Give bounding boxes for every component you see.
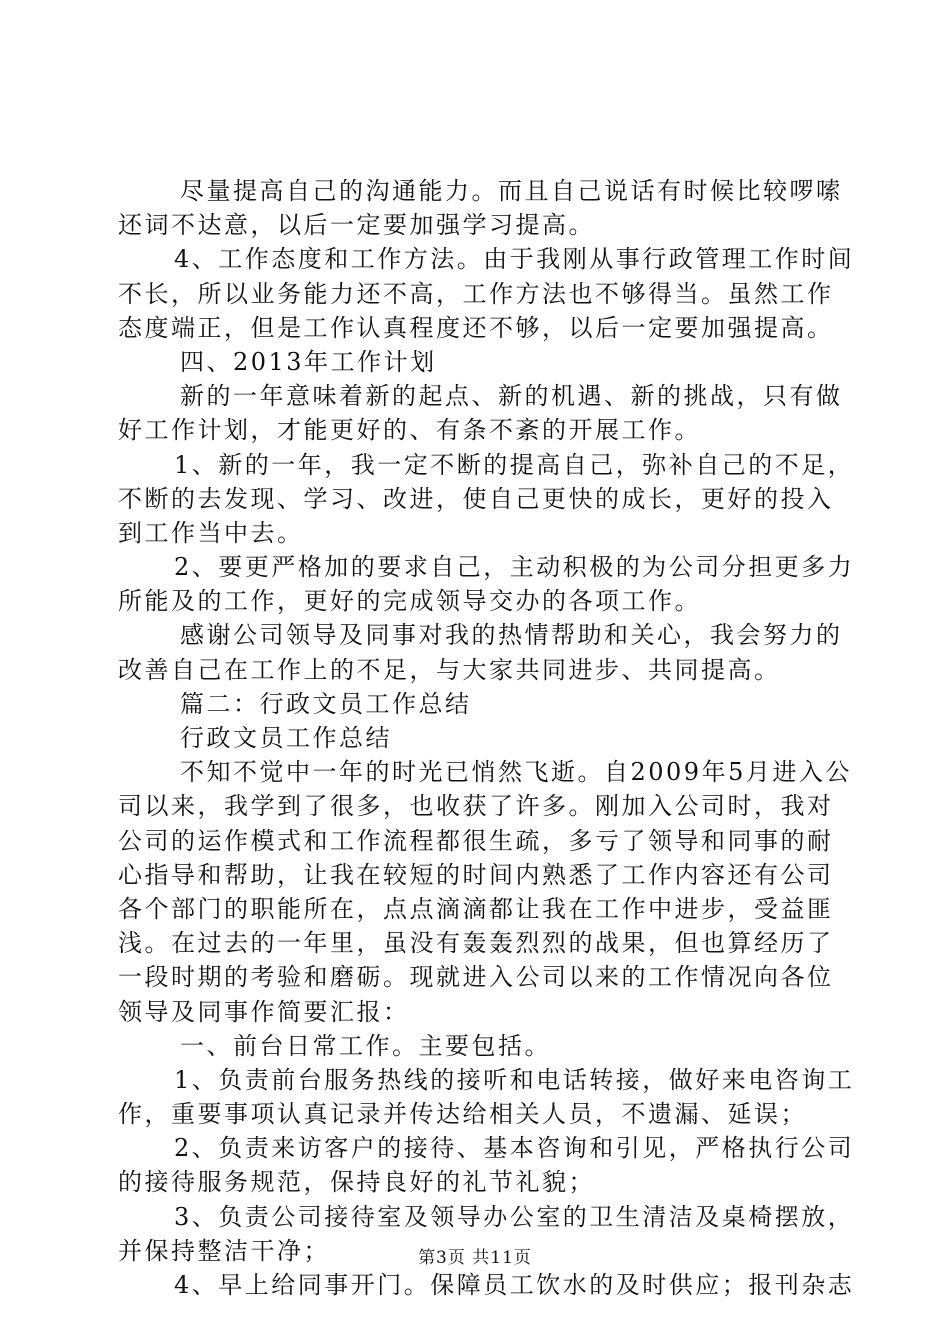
text-line: 态度端正，但是工作认真程度还不够，以后一定要加强提高。	[118, 313, 834, 342]
text-line: 感谢公司领导及同事对我的热情帮助和关心，我会努力的	[180, 621, 843, 650]
text-line: 浅。在过去的一年里，虽没有轰轰烈烈的战果，但也算经历了	[118, 929, 834, 958]
text-line: 还词不达意，以后一定要加强学习提高。	[118, 211, 595, 240]
text-line: 并保持整洁干净；	[118, 1236, 330, 1265]
page-footer: 第3页 共11页	[418, 1248, 532, 1268]
text-line: 不知不觉中一年的时光已悄然飞逝。自2009年5月进入公	[180, 758, 852, 787]
text-line: 不断的去发现、学习、改进，使自己更快的成长，更好的投入	[118, 484, 834, 513]
text-line: 作，重要事项认真记录并传达给相关人员，不遗漏、延误；	[118, 1100, 807, 1129]
text-line: 1、新的一年，我一定不断的提高自己，弥补自己的不足，	[174, 450, 855, 479]
text-line: 新的一年意味着新的起点、新的机遇、新的挑战，只有做	[180, 382, 843, 411]
text-line: 不长，所以业务能力还不高，工作方法也不够得当。虽然工作	[118, 279, 834, 308]
text-line: 4、工作态度和工作方法。由于我刚从事行政管理工作时间	[174, 245, 855, 274]
text-line: 4、早上给同事开门。保障员工饮水的及时供应；报刊杂志	[174, 1271, 855, 1299]
text-line: 改善自己在工作上的不足，与大家共同进步、共同提高。	[118, 655, 781, 684]
text-line: 领导及同事作简要汇报：	[118, 997, 410, 1026]
text-line: 一段时期的考验和磨砺。现就进入公司以来的工作情况向各位	[118, 963, 834, 992]
text-line: 公司的运作模式和工作流程都很生疏，多亏了领导和同事的耐	[118, 826, 834, 855]
text-line: 的接待服务规范，保持良好的礼节礼貌；	[118, 1168, 595, 1197]
text-line: 3、负责公司接待室及领导办公室的卫生清洁及桌椅摆放，	[174, 1202, 855, 1231]
text-line: 好工作计划，才能更好的、有条不紊的开展工作。	[118, 416, 701, 445]
text-line: 尽量提高自己的沟通能力。而且自己说话有时候比较啰嗦	[180, 177, 843, 205]
text-line: 1、负责前台服务热线的接听和电话转接，做好来电咨询工	[174, 1065, 855, 1094]
text-line: 心指导和帮助，让我在较短的时间内熟悉了工作内容还有公司	[118, 860, 834, 889]
text-line: 篇二：行政文员工作总结	[180, 689, 472, 718]
text-line: 到工作当中去。	[118, 518, 304, 547]
text-line: 司以来，我学到了很多，也收获了许多。刚加入公司时，我对	[118, 792, 834, 821]
document-body	[118, 174, 855, 1302]
text-line: 四、2013年工作计划	[180, 347, 437, 376]
text-line: 一、前台日常工作。主要包括。	[180, 1031, 551, 1060]
text-line: 各个部门的职能所在，点点滴滴都让我在工作中进步，受益匪	[118, 894, 834, 923]
text-line: 2、要更严格加的要求自己，主动积极的为公司分担更多力	[174, 553, 855, 582]
text-line: 2、负责来访客户的接待、基本咨询和引见，严格执行公司	[174, 1134, 855, 1163]
text-line: 行政文员工作总结	[180, 724, 392, 752]
text-line: 所能及的工作，更好的完成领导交办的各项工作。	[118, 587, 701, 616]
